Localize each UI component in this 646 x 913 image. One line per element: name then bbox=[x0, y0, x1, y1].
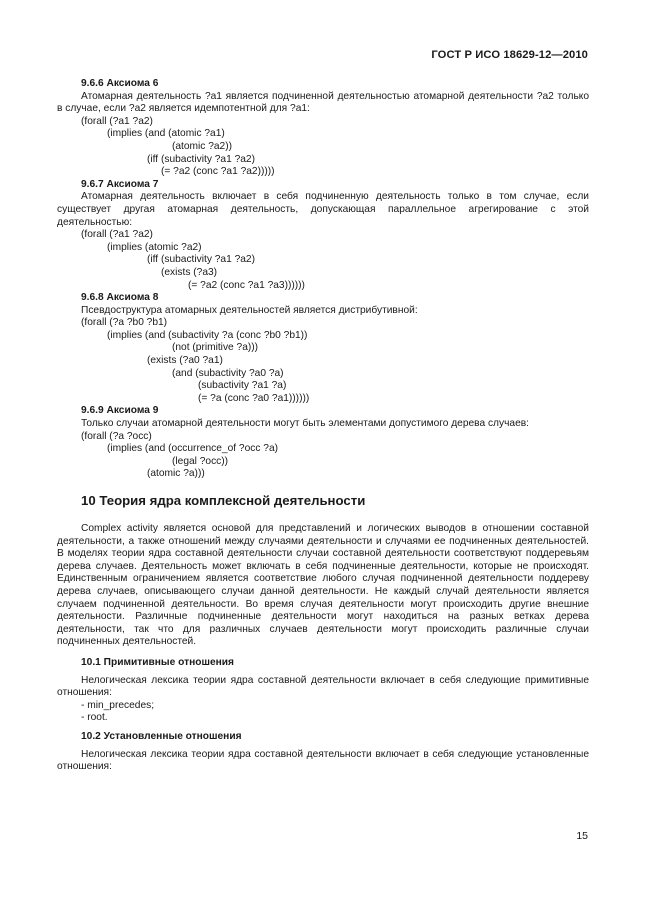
code-line: (forall (?a1 ?a2) bbox=[81, 229, 153, 241]
code-line: (= ?a (conc ?a0 ?a1)))))) bbox=[198, 392, 310, 404]
section-10-paragraph: Complex activity является основой для представлений и логических выводов в отношении составной деятельности, а также отношений между случаями деятельности и случаями ее подчиненных деятельностей. В моделях теории ядра составной деятельности случаи составной деятельности соответствуют поддеревьям дерева случаев. Деятельность может включать в себя подчиненные деятельности, которые не происходят. Единственным ограничением является соответствие любого случая подчиненной деятельности поддереву дерева случаев, описывающего случаи данной деятельности. Не каждый случай деятельности является случаем подчиненной деятельности. Во время случая деятельности могут происходить другие внешние деятельности. Различные подчиненные деятельности могут находиться на разных ветках дерева деятельности, так что для различных случаев деятельности могут происходить различные случаи подчиненных деятельностей. bbox=[57, 523, 589, 648]
code-line: (forall (?a1 ?a2) bbox=[81, 115, 153, 127]
axiom-6-text: Атомарная деятельность ?a1 является подчиненной деятельностью атомарной деятельности ?a2 только в случае, если ?a2 является идемпотентной для ?a1: bbox=[57, 90, 589, 115]
code-line: (subactivity ?a1 ?a) bbox=[198, 380, 287, 392]
axiom-8-text: Псевдоструктура атомарных деятельностей является дистрибутивной: bbox=[81, 304, 418, 316]
page-content bbox=[57, 78, 589, 774]
axiom-9-text: Только случаи атомарной деятельности могут быть элементами допустимого дерева случаев: bbox=[81, 418, 529, 430]
page-number: 15 bbox=[576, 830, 588, 842]
code-line: (legal ?occ)) bbox=[172, 455, 229, 467]
section-10-1-text: Нелогическая лексика теории ядра составной деятельности включает в себя следующие примитивные отношения: bbox=[57, 674, 589, 699]
section-10-2-title: 10.2 Установленные отношения bbox=[81, 730, 242, 742]
code-line: (iff (subactivity ?a1 ?a2) bbox=[147, 153, 255, 165]
code-line: (exists (?a3) bbox=[161, 266, 218, 278]
code-line: (and (subactivity ?a0 ?a) bbox=[172, 367, 284, 379]
list-item: - min_precedes; bbox=[81, 699, 155, 711]
axiom-7-title: 9.6.7 Аксиома 7 bbox=[81, 178, 159, 190]
section-10-1-title: 10.1 Примитивные отношения bbox=[81, 656, 234, 668]
axiom-9-title: 9.6.9 Аксиома 9 bbox=[81, 405, 159, 417]
axiom-8-title: 9.6.8 Аксиома 8 bbox=[81, 292, 159, 304]
list-item: - root. bbox=[81, 712, 108, 724]
code-line: (implies (and (subactivity ?a (conc ?b0 ?b1)) bbox=[107, 329, 308, 341]
code-line: (= ?a2 (conc ?a1 ?a3)))))) bbox=[188, 279, 305, 291]
code-line: (forall (?a ?b0 ?b1) bbox=[81, 317, 168, 329]
document-header: ГОСТ Р ИСО 18629-12—2010 bbox=[431, 49, 588, 61]
code-line: (atomic ?a))) bbox=[147, 468, 205, 480]
code-line: (exists (?a0 ?a1) bbox=[147, 355, 223, 367]
code-line: (forall (?a ?occ) bbox=[81, 430, 152, 442]
section-10-title: 10 Теория ядра комплексной деятельности bbox=[81, 493, 366, 508]
code-line: (implies (and (atomic ?a1) bbox=[107, 128, 225, 140]
axiom-7-text: Атомарная деятельность включает в себя подчиненную деятельность только в том случае, если существует другая атомарная деятельность, допускающая параллельное агрегирование с этой деятельностью: bbox=[57, 191, 589, 228]
code-line: (implies (atomic ?a2) bbox=[107, 241, 202, 253]
axiom-6-title: 9.6.6 Аксиома 6 bbox=[81, 78, 159, 89]
code-line: (iff (subactivity ?a1 ?a2) bbox=[147, 254, 255, 266]
code-line: (= ?a2 (conc ?a1 ?a2))))) bbox=[161, 166, 275, 178]
code-line: (not (primitive ?a))) bbox=[172, 342, 259, 354]
code-line: (atomic ?a2)) bbox=[172, 140, 233, 152]
code-line: (implies (and (occurrence_of ?occ ?a) bbox=[107, 443, 278, 455]
section-10-2-text: Нелогическая лексика теории ядра составной деятельности включает в себя следующие установленные отношения: bbox=[57, 748, 589, 773]
